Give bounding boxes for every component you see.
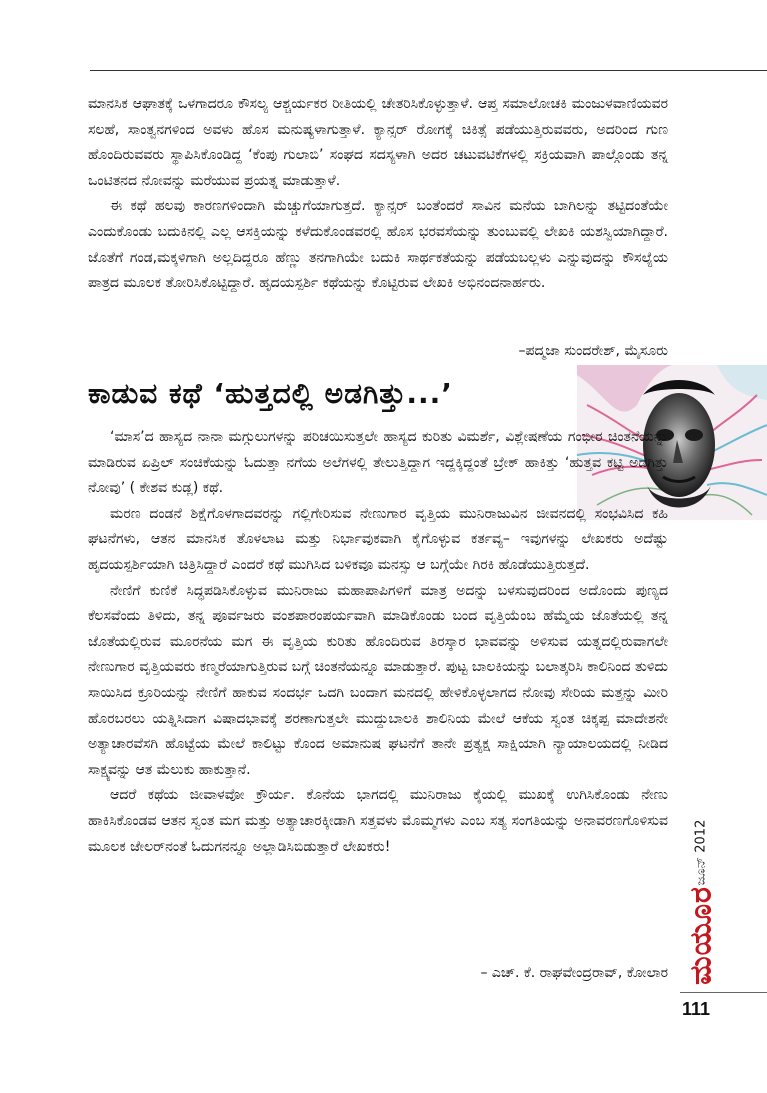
page-number-rule: [680, 992, 767, 993]
magazine-logo: ಮಯೂರ: [683, 886, 719, 985]
top-rule: [90, 70, 767, 71]
letter-signature: –ಪದ್ಮಜಾ ಸುಂದರೇಶ್, ಮೈಸೂರು: [518, 343, 668, 359]
letter-paragraph: ಮಾನಸಿಕ ಆಘಾತಕ್ಕೆ ಒಳಗಾದರೂ ಕೌಸಲ್ಯ ಆಶ್ಚರ್ಯಕರ ರೀತಿಯಲ್ಲಿ ಚೇತರಿಸಿಕೊಳ್ಳುತ್ತಾಳೆ. ಆಪ್ತ ಸಮಾಲೋಚಕಿ ಮಂಜುಳವಾಣಿಯವರ ಸಲಹೆ, ಸಾಂತ್ವನಗಳಿಂದ ಅವಳು ಹೊಸ ಮನುಷ್ಯಳಾಗುತ್ತಾಳೆ. ಕ್ಯಾನ್ಸರ್ ರೋಗಕ್ಕೆ ಚಿಕಿತ್ಸೆ ಪಡೆಯುತ್ತಿರುವವರು, ಅದರಿಂದ ಗುಣ ಹೊಂದಿರುವವರು ಸ್ಥಾಪಿಸಿಕೊಂಡಿದ್ದ ‘ಕೆಂಪು ಗುಲಾಬಿ’ ಸಂಘದ ಸದಸ್ಯಳಾಗಿ ಅದರ ಚಟುವಟಿಕೆಗಳಲ್ಲಿ ಸಕ್ರಿಯವಾಗಿ ಪಾಲ್ಗೊಂಡು ತನ್ನ ಒಂಟಿತನದ ನೋವನ್ನು ಮರೆಯುವ ಪ್ರಯತ್ನ ಮಾಡುತ್ತಾಳೆ.: [88, 96, 668, 189]
letter-kausalya: [88, 92, 668, 297]
letter-paragraph: ಆದರೆ ಕಥೆಯ ಜೀವಾಳವೋ ಕ್ರೌರ್ಯ. ಕೊನೆಯ ಭಾಗದಲ್ಲಿ ಮುನಿರಾಜು ಕೈಯಲ್ಲಿ ಮುಖಕ್ಕೆ ಉಗಿಸಿಕೊಂಡು ನೇಣು ಹಾಕಿಸಿಕೊಂಡವ ಆತನ ಸ್ವಂತ ಮಗ ಮತ್ತು ಅತ್ಯಾಚಾರಕ್ಕೀಡಾಗಿ ಸತ್ತವಳು ಮೊಮ್ಮಗಳು ಎಂಬ ಸತ್ಯ ಸಂಗತಿಯನ್ನು ಅನಾವರಣಗೊಳಿಸುವ ಮೂಲಕ ಜೇಲರ್‌ನಂತೆ ಓದುಗನನ್ನೂ ಅಲ್ಲಾಡಿಸಿಬಿಡುತ್ತಾರೆ ಲೇಖಕರು!: [88, 787, 668, 855]
issue-date: ಜೂನ್ 2012: [693, 819, 709, 886]
letter-hutta-story: [88, 425, 668, 860]
letter-paragraph: ನೇಣಿಗೆ ಕುಣಿಕೆ ಸಿದ್ಧಪಡಿಸಿಕೊಳ್ಳುವ ಮುನಿರಾಜು ಮಹಾಪಾಪಿಗಳಿಗೆ ಮಾತ್ರ ಅದನ್ನು ಬಳಸುವುದರಿಂದ ಅದೊಂದು ಪುಣ್ಯದ ಕೆಲಸವೆಂದು ತಿಳಿದು, ತನ್ನ ಪೂರ್ವಜರು ವಂಶಪಾರಂಪರ್ಯವಾಗಿ ಮಾಡಿಕೊಂಡು ಬಂದ ವೃತ್ತಿಯೆಂಬ ಹೆಮ್ಮೆಯ ಜೊತೆಯಲ್ಲಿ ತನ್ನ ಜೊತೆಯಲ್ಲಿರುವ ಮೂರನೆಯ ಮಗ ಈ ವೃತ್ತಿಯ ಕುರಿತು ಹೊಂದಿರುವ ತಿರಸ್ಕಾರ ಭಾವವನ್ನು ಅಳಿಸುವ ಯತ್ನದಲ್ಲಿರುವಾಗಲೇ ನೇಣುಗಾರ ವೃತ್ತಿಯವರು ಕಣ್ಮರೆಯಾಗುತ್ತಿರುವ ಬಗ್ಗೆ ಚಿಂತನೆಯನ್ನೂ ಮಾಡುತ್ತಾರೆ. ಪುಟ್ಟ ಬಾಲಕಿಯನ್ನು ಬಲಾತ್ಕರಿಸಿ ಕಾಲಿನಿಂದ ತುಳಿದು ಸಾಯಿಸಿದ ಕ್ರೂರಿಯನ್ನು ನೇಣಿಗೆ ಹಾಕುವ ಸಂದರ್ಭ ಒದಗಿ ಬಂದಾಗ ಮನದಲ್ಲಿ ಹೇಳಿಕೊಳ್ಳಲಾಗದ ನೋವು ಸೇರಿಯ ಮತ್ತನ್ನು ಮೀರಿ ಹೊರಬರಲು ಯತ್ನಿಸಿದಾಗ ವಿಷಾದಭಾವಕ್ಕೆ ಶರಣಾಗುತ್ತಲೇ ಮುದ್ದುಬಾಲಕಿ ಶಾಲಿನಿಯ ಮೇಲೆ ಆಕೆಯ ಸ್ವಂತ ಚಿಕ್ಕಪ್ಪ ಮಾದೇಶನೇ ಅತ್ಯಾಚಾರವೆಸಗಿ ಹೊಟ್ಟೆಯ ಮೇಲೆ ಕಾಲಿಟ್ಟು ಕೊಂದ ಅಮಾನುಷ ಘಟನೆಗೆ ತಾನೇ ಪ್ರತ್ಯಕ್ಷ ಸಾಕ್ಷಿಯಾಗಿ ನ್ಯಾಯಾಲಯದಲ್ಲಿ ನೀಡಿದ ಸಾಕ್ಷ್ಯವನ್ನು ಆತ ಮೆಲುಕು ಹಾಕುತ್ತಾನೆ.: [88, 582, 668, 778]
letter-paragraph: ‘ಮಾಸ’ದ ಹಾಸ್ಯದ ನಾನಾ ಮಗ್ಗುಲುಗಳನ್ನು ಪರಿಚಯಿಸುತ್ತಲೇ ಹಾಸ್ಯದ ಕುರಿತು ವಿಮರ್ಶೆ, ವಿಶ್ಲೇಷಣೆಯ ಗಂಭೀರ ಚಿಂತನೆಯನ್ನು ಮಾಡಿರುವ ಏಪ್ರಿಲ್ ಸಂಚಿಕೆಯನ್ನು ಓದುತ್ತಾ ನಗೆಯ ಅಲೆಗಳಲ್ಲಿ ತೇಲುತ್ತಿದ್ದಾಗ ಇದ್ದಕ್ಕಿದ್ದಂತೆ ಬ್ರೇಕ್ ಹಾಕಿತ್ತು ‘ಹುತ್ತವ ಕಟ್ಟಿ ಅಡಗಿತ್ತು ನೋವು’ ( ಕೇಶವ ಕುಡ್ಲ) ಕಥೆ.: [88, 429, 668, 497]
letter-paragraph: ಈ ಕಥೆ ಹಲವು ಕಾರಣಗಳಿಂದಾಗಿ ಮೆಚ್ಚುಗೆಯಾಗುತ್ತದೆ. ಕ್ಯಾನ್ಸರ್ ಬಂತೆಂದರೆ ಸಾವಿನ ಮನೆಯ ಬಾಗಿಲನ್ನು ತಟ್ಟಿದಂತೆಯೇ ಎಂದುಕೊಂಡು ಬದುಕಿನಲ್ಲಿ ಎಲ್ಲ ಆಸಕ್ತಿಯನ್ನು ಕಳೆದುಕೊಂಡವರಲ್ಲಿ ಹೊಸ ಭರವಸೆಯನ್ನು ತುಂಬುವಲ್ಲಿ ಲೇಖಕಿ ಯಶಸ್ವಿಯಾಗಿದ್ದಾರೆ. ಜೊತೆಗೆ ಗಂಡ,ಮಕ್ಕಳಿಗಾಗಿ ಅಲ್ಲದಿದ್ದರೂ ಹೆಣ್ಣು ತನಗಾಗಿಯೇ ಬದುಕಿ ಸಾರ್ಥಕತೆಯನ್ನು ಪಡೆಯಬಲ್ಲಳು ಎನ್ನುವುದನ್ನು ಕೌಸಲ್ಯೆಯ ಪಾತ್ರದ ಮೂಲಕ ತೋರಿಸಿಕೊಟ್ಟಿದ್ದಾರೆ. ಹೃದಯಸ್ಪರ್ಶಿ ಕಥೆಯನ್ನು ಕೊಟ್ಟಿರುವ ಲೇಖಕಿ ಅಭಿನಂದನಾರ್ಹರು.: [88, 198, 668, 292]
page-number: 111: [682, 999, 711, 1019]
article-headline: ಕಾಡುವ ಕಥೆ ‘ಹುತ್ತದಲ್ಲಿ ಅಡಗಿತ್ತು...’: [88, 377, 453, 410]
margin-strip: [683, 790, 719, 990]
letter-signature: – ಎಚ್. ಕೆ. ರಾಘವೇಂದ್ರರಾವ್, ಕೋಲಾರ: [480, 965, 668, 981]
letter-paragraph: ಮರಣ ದಂಡನೆ ಶಿಕ್ಷೆಗೊಳಗಾದವರನ್ನು ಗಲ್ಲಿಗೇರಿಸುವ ನೇಣುಗಾರ ವೃತ್ತಿಯ ಮುನಿರಾಜುವಿನ ಜೀವನದಲ್ಲಿ ಸಂಭವಿಸಿದ ಕಹಿ ಘಟನೆಗಳು, ಆತನ ಮಾನಸಿಕ ತೊಳಲಾಟ ಮತ್ತು ನಿರ್ಭಾವುಕವಾಗಿ ಕೈಗೊಳ್ಳುವ ಕರ್ತವ್ಯ– ಇವುಗಳನ್ನು ಲೇಖಕರು ಅದೆಷ್ಟು ಹೃದಯಸ್ಪರ್ಶಿಯಾಗಿ ಚಿತ್ರಿಸಿದ್ದಾರೆ ಎಂದರೆ ಕಥೆ ಮುಗಿಸಿದ ಬಳಿಕವೂ ಮನಸ್ಸು ಆ ಬಗ್ಗೆಯೇ ಗಿರಕಿ ಹೊಡೆಯುತ್ತಿರುತ್ತದೆ.: [88, 505, 668, 573]
